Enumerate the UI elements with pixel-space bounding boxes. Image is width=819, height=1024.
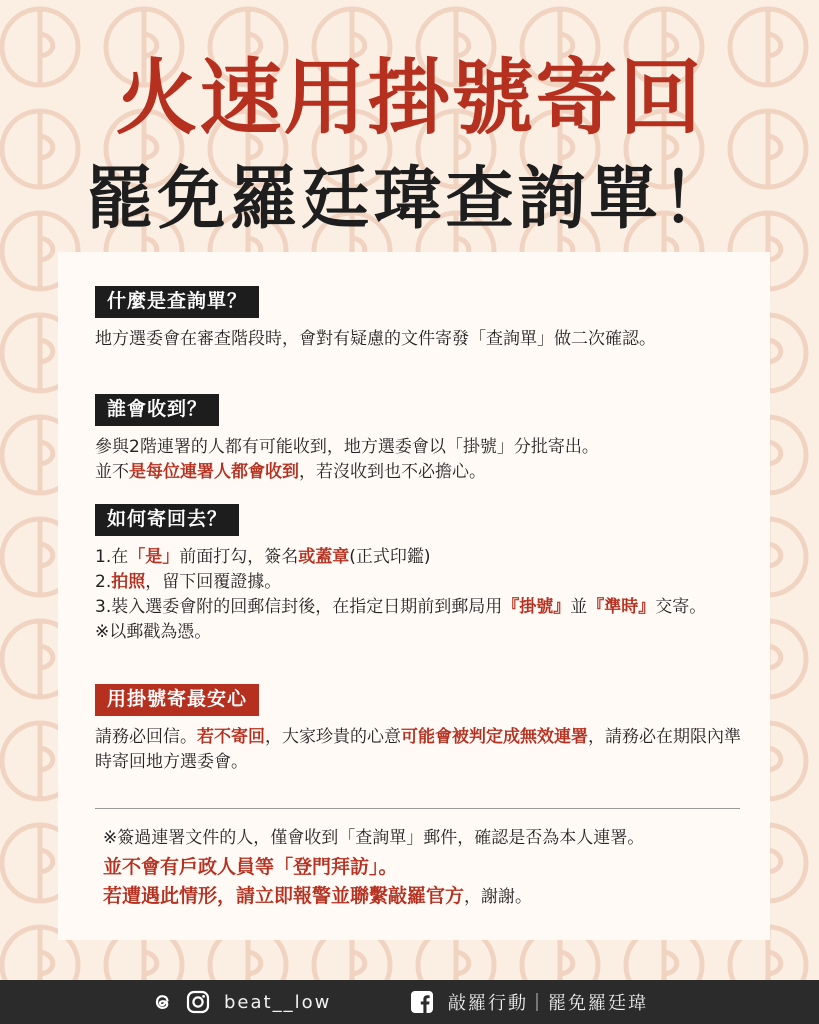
headline-main: 火速用掛號寄回 (115, 51, 704, 146)
body-line: 參與2階連署的人都有可能收到，地方選委會以「掛號」分批寄出。 (95, 436, 599, 457)
headline-sub: 罷免羅廷瑋查詢單！ (85, 160, 734, 239)
page-name-text: 敲羅行動｜罷免羅廷瑋 (448, 993, 648, 1014)
highlight-text: 拍照 (111, 571, 146, 592)
highlight-text: 可能會被判定成無效連署 (401, 726, 588, 747)
section-body (95, 545, 745, 645)
handle-text: beat__low (224, 991, 332, 1013)
threads-icon[interactable] (150, 989, 176, 1015)
text: 3.裝入選委會附的回郵信封後，在指定日期前到郵局用 (95, 596, 503, 617)
notice-warning-text: 若遭遇此情形，請立即報警並聯繫敲羅官方 (103, 885, 465, 907)
notice-line: ※簽過連署文件的人，僅會收到「查詢單」郵件，確認是否為本人連署。 (103, 828, 645, 848)
text: 並 (570, 596, 588, 617)
facebook-page[interactable] (410, 980, 648, 1024)
section-heading: 如何寄回去？ (95, 504, 239, 536)
facebook-icon[interactable] (410, 990, 434, 1014)
content-card (58, 252, 770, 940)
section-how-to-send (95, 504, 745, 645)
highlight-text: 「是」 (128, 546, 180, 567)
section-heading: 用掛號寄最安心 (95, 684, 259, 716)
text: 請務必回信。 (95, 726, 197, 747)
notice-warning: 並不會有戶政人員等「登門拜訪」。 (103, 856, 398, 878)
text: ，請務必在期限內準時寄回地方選委會。 (95, 726, 741, 772)
section-who-receives (95, 394, 745, 485)
section-body (95, 725, 745, 775)
section-body (95, 435, 745, 485)
highlight-text: 『掛號』 (502, 596, 571, 617)
highlight-text: 『準時』 (587, 596, 656, 617)
divider (95, 808, 740, 809)
bottom-notice (103, 824, 743, 912)
text: ，若沒收到也不必擔心。 (299, 461, 486, 482)
text: ，大家珍貴的心意 (265, 726, 401, 747)
text: ，留下回覆證據。 (145, 571, 282, 592)
step-2 (95, 570, 745, 595)
body-line (95, 460, 745, 485)
text: 1.在 (95, 546, 129, 567)
step-3 (95, 595, 745, 620)
social-handle[interactable] (150, 980, 331, 1024)
section-heading: 誰會收到？ (95, 394, 219, 426)
section-heading: 什麼是查詢單？ (95, 286, 259, 318)
highlight-text: 或蓋章 (298, 546, 350, 567)
text: 並不 (95, 461, 129, 482)
text: (正式印鑑) (349, 546, 431, 567)
text: ，謝謝。 (464, 887, 533, 907)
section-body: 地方選委會在審查階段時，會對有疑慮的文件寄發「查詢單」做二次確認。 (95, 328, 656, 349)
footer-bar (0, 980, 819, 1024)
instagram-icon[interactable] (186, 990, 210, 1014)
highlight-text: 是每位連署人都會收到 (129, 461, 299, 482)
notice-warning-line (103, 882, 743, 912)
text: 前面打勾，簽名 (179, 546, 299, 567)
section-what-is (95, 286, 745, 352)
text: 交寄。 (655, 596, 707, 617)
step-1 (95, 545, 745, 570)
highlight-text: 若不寄回 (197, 726, 265, 747)
postmark-note: ※以郵戳為憑。 (95, 621, 212, 642)
section-registered-mail (95, 684, 745, 775)
text: 2. (95, 571, 112, 592)
